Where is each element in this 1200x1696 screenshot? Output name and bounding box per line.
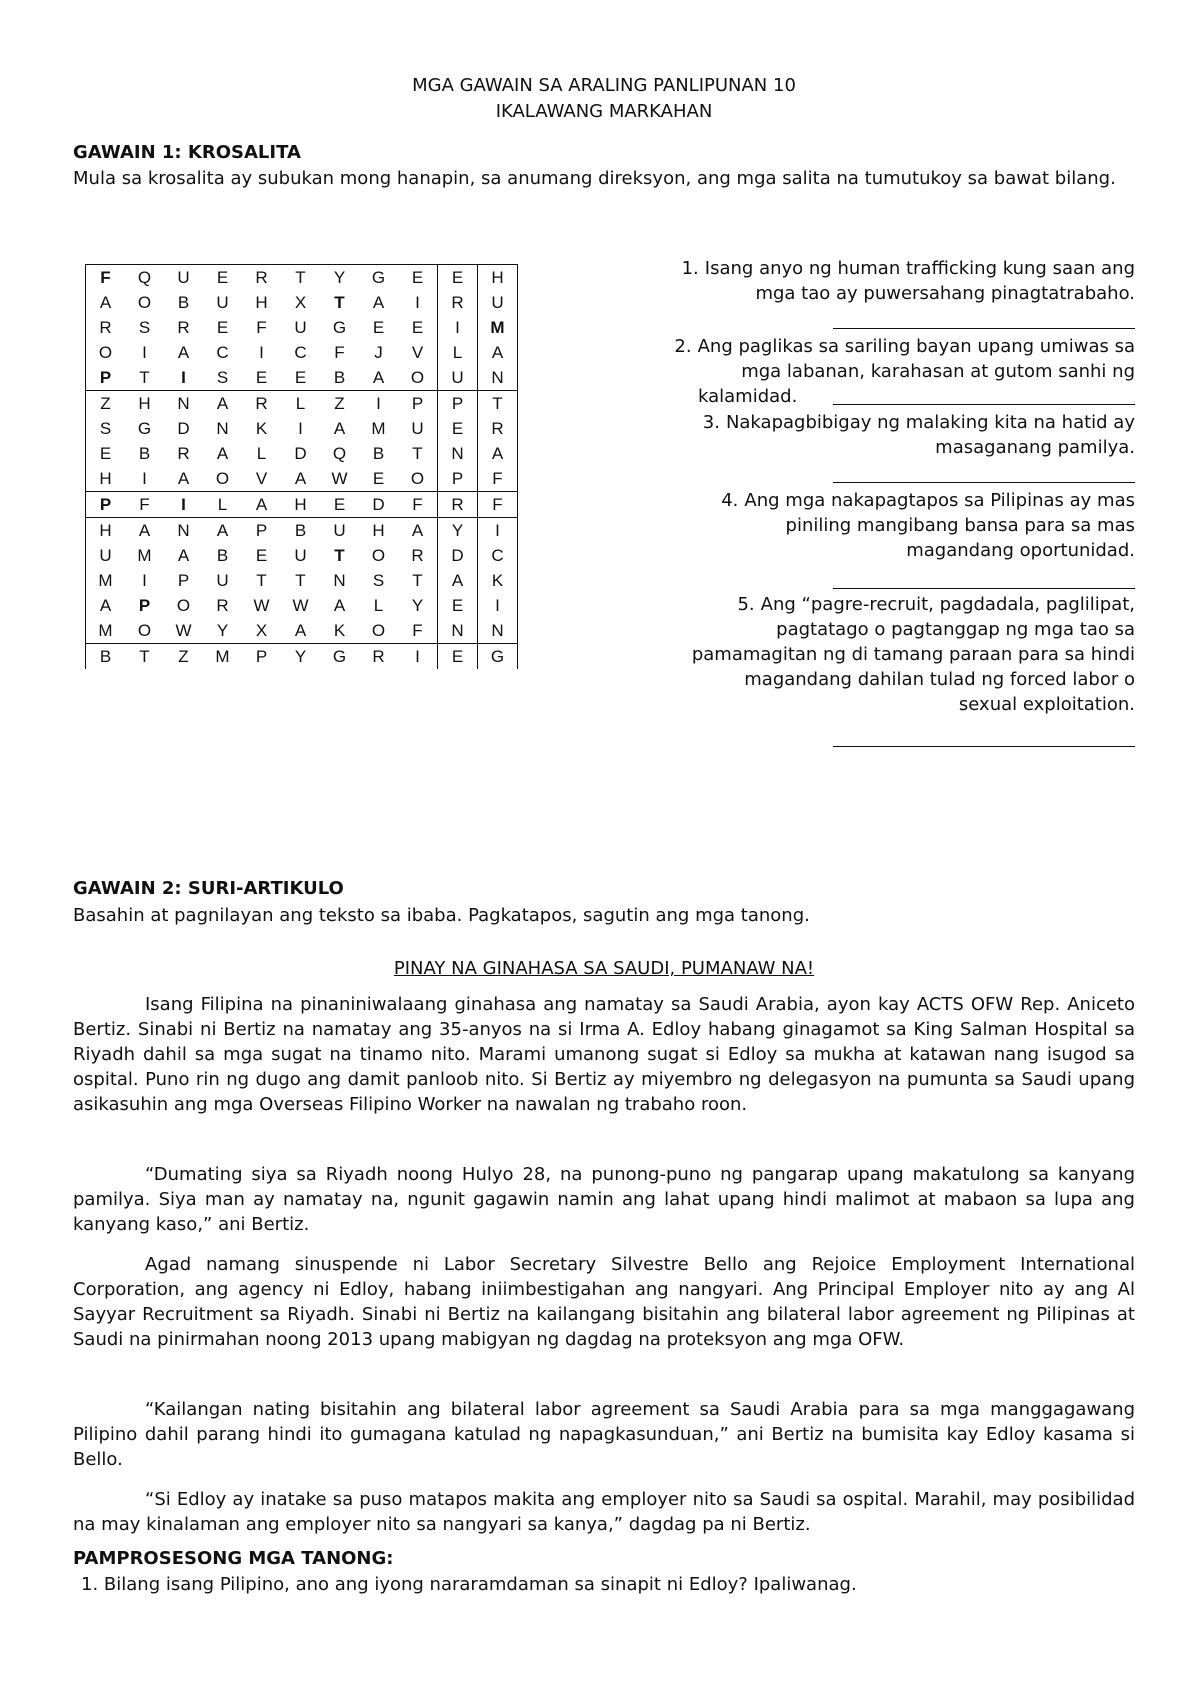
grid-cell[interactable]: I	[142, 342, 147, 362]
item-line: Ang mga nakapagtapos sa Pilipinas ay mas	[744, 490, 1135, 511]
grid-cell[interactable]: P	[398, 391, 438, 417]
grid-cell[interactable]: M	[86, 618, 126, 644]
grid-cell[interactable]: W	[292, 595, 309, 615]
grid-cell[interactable]: R	[177, 443, 190, 463]
item-number: 4.	[721, 490, 739, 511]
grid-cell[interactable]: T	[334, 292, 345, 312]
grid-cell[interactable]: I	[125, 466, 164, 492]
grid-cell[interactable]: U	[478, 290, 518, 315]
grid-cell[interactable]: C	[216, 342, 229, 362]
grid-row	[86, 593, 518, 618]
grid-cell[interactable]: I	[259, 342, 264, 362]
grid-cell[interactable]: E	[203, 265, 242, 291]
grid-cell[interactable]: U	[333, 520, 346, 540]
item-line: kalamidad.	[698, 386, 798, 407]
grid-cell[interactable]: Y	[294, 646, 307, 666]
grid-cell[interactable]: S	[86, 416, 126, 441]
grid-cell[interactable]: S	[203, 365, 242, 391]
question-1	[81, 1572, 1143, 1597]
article-paragraph-5: “Si Edloy ay inatake sa puso matapos makita ang employer nito sa Saudi sa ospital. Marahil, may posibilidad na may kinalaman ang employer nito sa nangyari sa kanya,” dagdag pa ni Bertiz.	[73, 1489, 1135, 1535]
grid-cell[interactable]: Z	[334, 393, 345, 413]
grid-row	[86, 518, 518, 544]
grid-cell[interactable]: G	[332, 317, 347, 337]
grid-cell[interactable]: C	[294, 342, 307, 362]
grid-cell[interactable]: R	[372, 646, 385, 666]
grid-cell[interactable]: I	[438, 315, 478, 340]
grid-cell[interactable]: G	[332, 646, 347, 666]
grid-cell[interactable]: E	[242, 365, 281, 391]
grid-cell[interactable]: B	[86, 644, 126, 670]
grid-cell[interactable]: A	[333, 418, 346, 438]
grid-row	[86, 568, 518, 593]
grid-cell[interactable]: I	[164, 365, 203, 391]
item-line: piniling mangibang bansa para sa mas	[785, 515, 1135, 536]
grid-cell[interactable]: R	[255, 393, 268, 413]
grid-cell[interactable]: A	[359, 365, 398, 391]
grid-cell[interactable]: R	[177, 317, 190, 337]
grid-cell[interactable]: I	[478, 593, 518, 618]
worksheet-page	[73, 0, 1135, 1696]
gawain1-heading: GAWAIN 1: KROSALITA	[73, 142, 301, 163]
grid-cell[interactable]: E	[216, 317, 229, 337]
grid-cell[interactable]: O	[371, 545, 386, 565]
grid-cell[interactable]: W	[320, 466, 359, 492]
grid-cell[interactable]: H	[86, 518, 126, 544]
grid-cell[interactable]: E	[438, 593, 478, 618]
word-search-grid	[85, 264, 518, 669]
item-number: 5.	[737, 594, 755, 615]
grid-cell[interactable]: B	[177, 292, 190, 312]
answer-blank-1[interactable]	[833, 328, 1135, 329]
article-paragraph-3: Agad namang sinuspende ni Labor Secretary Silvestre Bello ang Rejoice Employment International Corporation, ang agency ni Edloy, habang iniimbestigahan ang nangyari. Ang Principal Employer nito ay ang Al Sayyar Recruitment sa Riyadh. Sinabi ni Bertiz na kailangang bisitahin ang bilateral labor agreement ng Pilipinas at Saudi na pinirmahan noong 2013 upang mabigyan ng dagdag na proteksyon ang mga OFW.	[73, 1254, 1135, 1350]
grid-cell[interactable]: A	[164, 466, 203, 492]
grid-cell[interactable]: O	[86, 340, 126, 365]
grid-cell[interactable]: F	[125, 492, 164, 518]
article-title: PINAY NA GINAHASA SA SAUDI, PUMANAW NA!	[393, 958, 815, 979]
grid-cell[interactable]: A	[398, 518, 438, 544]
grid-cell[interactable]: L	[438, 340, 478, 365]
grid-cell[interactable]: P	[177, 570, 190, 590]
grid-row	[86, 365, 518, 391]
grid-cell[interactable]: A	[216, 520, 229, 540]
grid-cell[interactable]: O	[137, 292, 152, 312]
grid-cell[interactable]: D	[294, 443, 307, 463]
grid-cell[interactable]: D	[438, 543, 478, 568]
worksheet-subtitle: IKALAWANG MARKAHAN	[495, 101, 713, 122]
grid-row	[86, 618, 518, 644]
grid-cell[interactable]: W	[164, 618, 203, 644]
grid-cell[interactable]: A	[216, 393, 229, 413]
grid-cell[interactable]: A	[281, 466, 320, 492]
grid-cell[interactable]: H	[138, 393, 151, 413]
grid-cell[interactable]: N	[438, 618, 478, 644]
answer-blank-4[interactable]	[833, 588, 1135, 589]
grid-cell[interactable]: F	[398, 492, 438, 518]
grid-cell[interactable]: Y	[398, 593, 438, 618]
item-line: Ang “pagre-recruit, pagdadala, paglilipat,	[760, 594, 1135, 615]
grid-cell[interactable]: E	[398, 265, 438, 291]
grid-cell[interactable]: P	[438, 466, 478, 492]
grid-cell[interactable]: P	[86, 365, 126, 391]
grid-cell[interactable]: F	[86, 265, 126, 291]
grid-cell[interactable]: G	[137, 418, 152, 438]
grid-cell[interactable]: U	[294, 545, 307, 565]
grid-cell[interactable]: X	[294, 292, 307, 312]
grid-cell[interactable]: T	[256, 570, 267, 590]
item-line: Nakapagbibigay ng malaking kita na hatid ay	[725, 412, 1135, 433]
grid-row	[86, 492, 518, 518]
grid-cell[interactable]: R	[438, 290, 478, 315]
grid-cell[interactable]: E	[255, 545, 268, 565]
grid-cell[interactable]: H	[255, 292, 268, 312]
item-line: masaganang pamilya.	[935, 437, 1135, 458]
item-number: 1.	[681, 258, 699, 279]
grid-cell[interactable]: A	[478, 340, 518, 365]
grid-row	[86, 265, 518, 291]
grid-cell[interactable]: A	[177, 545, 190, 565]
grid-cell[interactable]: K	[478, 568, 518, 593]
grid-cell[interactable]: N	[333, 570, 346, 590]
grid-cell[interactable]: A	[242, 492, 281, 518]
grid-cell[interactable]: E	[398, 315, 438, 340]
grid-cell[interactable]: P	[86, 492, 126, 518]
grid-cell[interactable]: M	[137, 545, 152, 565]
grid-cell[interactable]: U	[86, 543, 126, 568]
grid-cell[interactable]: A	[478, 441, 518, 466]
item-number: 2.	[674, 336, 692, 357]
grid-cell[interactable]: P	[138, 595, 151, 615]
question-text: Bilang isang Pilipino, ano ang iyong nararamdaman sa sinapit ni Edloy? Ipaliwanag.	[103, 1574, 857, 1595]
grid-cell[interactable]: E	[359, 466, 398, 492]
grid-cell[interactable]: E	[438, 416, 478, 441]
grid-cell[interactable]: K	[255, 418, 268, 438]
grid-cell[interactable]: R	[86, 315, 126, 340]
item-line: Isang anyo ng human trafficking kung saan ang	[704, 258, 1135, 279]
grid-cell[interactable]: O	[125, 618, 164, 644]
grid-cell[interactable]: C	[478, 543, 518, 568]
grid-cell[interactable]: N	[478, 618, 518, 644]
grid-cell[interactable]: Q	[332, 443, 347, 463]
grid-cell[interactable]: Z	[178, 646, 189, 666]
grid-cell[interactable]: U	[164, 265, 203, 291]
grid-row	[86, 340, 518, 365]
grid-cell[interactable]: Q	[125, 265, 164, 291]
grid-cell[interactable]: R	[242, 265, 281, 291]
grid-row	[86, 543, 518, 568]
grid-cell[interactable]: R	[398, 543, 438, 568]
grid-cell[interactable]: U	[216, 570, 229, 590]
grid-row	[86, 290, 518, 315]
grid-cell[interactable]: S	[138, 317, 151, 337]
answer-blank-5[interactable]	[833, 746, 1135, 747]
grid-cell[interactable]: O	[176, 595, 191, 615]
item-line: pagtatago o pagtanggap ng mga tao sa	[776, 619, 1135, 640]
grid-cell[interactable]: I	[376, 393, 381, 413]
grid-cell[interactable]: F	[478, 466, 518, 492]
grid-cell[interactable]: A	[86, 593, 126, 618]
grid-cell[interactable]: H	[281, 492, 320, 518]
grid-cell[interactable]: L	[256, 443, 267, 463]
grid-cell[interactable]: H	[86, 466, 126, 492]
grid-cell[interactable]: S	[372, 570, 385, 590]
grid-cell[interactable]: O	[398, 365, 438, 391]
grid-cell[interactable]: A	[438, 568, 478, 593]
grid-cell[interactable]: T	[295, 570, 306, 590]
questions-heading: PAMPROSESONG MGA TANONG:	[73, 1548, 394, 1569]
grid-row	[86, 315, 518, 340]
grid-cell[interactable]: D	[359, 492, 398, 518]
grid-cell[interactable]: L	[203, 492, 242, 518]
grid-row	[86, 391, 518, 417]
grid-cell[interactable]: A	[281, 618, 320, 644]
item-line: Ang paglikas sa sariling bayan upang umiwas sa	[697, 336, 1135, 357]
grid-cell[interactable]: E	[86, 441, 126, 466]
grid-cell[interactable]: I	[478, 518, 518, 544]
grid-cell[interactable]: A	[177, 342, 190, 362]
grid-cell[interactable]: M	[371, 418, 386, 438]
grid-cell[interactable]: Z	[86, 391, 126, 417]
item-line: magandang dahilan tulad ng forced labor o	[744, 669, 1135, 690]
grid-cell[interactable]: T	[334, 545, 345, 565]
grid-cell[interactable]: O	[203, 466, 242, 492]
grid-cell[interactable]: A	[138, 520, 151, 540]
gawain1-instructions: Mula sa krosalita ay subukan mong hanapin, sa anumang direksyon, ang mga salita na tumutukoy sa bawat bilang.	[73, 168, 1116, 189]
grid-cell[interactable]: N	[177, 520, 190, 540]
grid-cell[interactable]: U	[294, 317, 307, 337]
grid-cell[interactable]: G	[478, 644, 518, 670]
item-number: 3.	[702, 412, 720, 433]
grid-cell[interactable]: I	[398, 644, 438, 670]
grid-cell[interactable]: P	[255, 646, 268, 666]
grid-cell[interactable]: U	[216, 292, 229, 312]
grid-cell[interactable]: I	[298, 418, 303, 438]
krosalita-item-2	[605, 334, 1135, 409]
answer-blank-3[interactable]	[833, 482, 1135, 483]
krosalita-item-4	[605, 488, 1135, 563]
grid-cell[interactable]: U	[438, 365, 478, 391]
grid-cell[interactable]: A	[86, 290, 126, 315]
grid-cell[interactable]: E	[281, 365, 320, 391]
grid-cell[interactable]: I	[142, 570, 147, 590]
grid-cell[interactable]: F	[398, 618, 438, 644]
grid-cell[interactable]: I	[398, 290, 438, 315]
grid-cell[interactable]: F	[334, 342, 345, 362]
item-line: magandang oportunidad.	[906, 540, 1135, 561]
grid-cell[interactable]: B	[294, 520, 307, 540]
grid-cell[interactable]: E	[438, 265, 478, 291]
grid-cell[interactable]: G	[359, 265, 398, 291]
grid-cell[interactable]: P	[255, 520, 268, 540]
grid-cell[interactable]: V	[242, 466, 281, 492]
grid-cell[interactable]: O	[359, 618, 398, 644]
grid-cell[interactable]: N	[216, 418, 229, 438]
grid-cell[interactable]: F	[256, 317, 267, 337]
grid-cell[interactable]: M	[215, 646, 230, 666]
article-paragraph-1: Isang Filipina na pinaniniwalaang ginahasa ang namatay sa Saudi Arabia, ayon kay ACTS OFW Rep. Aniceto Bertiz. Sinabi ni Bertiz na namatay ang 35-anyos na si Irma A. Edloy habang ginagamot sa King Salman Hospital sa Riyadh dahil sa mga sugat na tinamo nito. Marami umanong sugat si Edloy sa mukha at katawan nang isugod sa ospital. Puno rin ng dugo ang damit panloob nito. Si Bertiz ay miyembro ng delegasyon na pumunta sa Saudi upang asikasuhin ang mga Overseas Filipino Worker na nawalan ng trabaho roon.	[73, 994, 1135, 1115]
grid-cell[interactable]: T	[398, 568, 438, 593]
grid-cell[interactable]: B	[138, 443, 151, 463]
article-paragraph-4: “Kailangan nating bisitahin ang bilateral labor agreement sa Saudi Arabia para sa mga manggagawang Pilipino dahil parang hindi ito gumagana katulad ng napagkasunduan,” ani Bertiz na bumisita kay Edloy kasama si Bello.	[73, 1399, 1135, 1470]
question-number: 1.	[81, 1574, 99, 1595]
gawain2-heading: GAWAIN 2: SURI-ARTIKULO	[73, 878, 344, 899]
grid-cell[interactable]: N	[177, 393, 190, 413]
grid-cell[interactable]: T	[125, 365, 164, 391]
krosalita-item-5	[605, 592, 1135, 717]
grid-cell[interactable]: R	[216, 595, 229, 615]
item-line: sexual exploitation.	[958, 694, 1135, 715]
grid-cell[interactable]: E	[372, 317, 385, 337]
grid-cell[interactable]: E	[320, 492, 359, 518]
grid-cell[interactable]: Y	[203, 618, 242, 644]
grid-cell[interactable]: T	[281, 265, 320, 291]
grid-cell[interactable]: N	[438, 441, 478, 466]
grid-cell[interactable]: W	[253, 595, 270, 615]
item-line: pamamagitan ng di tamang paraan para sa hindi	[691, 644, 1135, 665]
grid-cell[interactable]: P	[438, 391, 478, 417]
grid-cell[interactable]: H	[372, 520, 385, 540]
grid-cell[interactable]: U	[398, 416, 438, 441]
grid-cell[interactable]: T	[398, 441, 438, 466]
grid-cell[interactable]: B	[216, 545, 229, 565]
worksheet-title: MGA GAWAIN SA ARALING PANLIPUNAN 10	[412, 75, 796, 96]
grid-cell[interactable]: D	[177, 418, 190, 438]
grid-cell[interactable]: A	[333, 595, 346, 615]
grid-cell[interactable]: Y	[320, 265, 359, 291]
item-line: mga labanan, karahasan at gutom sanhi ng	[741, 361, 1135, 382]
grid-cell[interactable]: O	[398, 466, 438, 492]
grid-cell[interactable]: F	[478, 492, 518, 518]
grid-cell[interactable]: L	[295, 393, 306, 413]
grid-cell[interactable]: T	[139, 646, 150, 666]
grid-cell[interactable]: B	[372, 443, 385, 463]
grid-row	[86, 441, 518, 466]
answer-blank-2[interactable]	[833, 404, 1135, 405]
grid-cell[interactable]: B	[320, 365, 359, 391]
krosalita-item-3	[605, 410, 1135, 460]
grid-cell[interactable]: N	[478, 365, 518, 391]
grid-cell[interactable]: J	[374, 342, 383, 362]
grid-cell[interactable]: A	[216, 443, 229, 463]
grid-cell[interactable]: E	[438, 644, 478, 670]
grid-row	[86, 416, 518, 441]
grid-cell[interactable]: V	[398, 340, 438, 365]
grid-row	[86, 644, 518, 670]
grid-cell[interactable]: I	[164, 492, 203, 518]
grid-row	[86, 466, 518, 492]
grid-cell[interactable]: T	[478, 391, 518, 417]
item-line: mga tao ay puwersahang pinagtatrabaho.	[755, 283, 1135, 304]
grid-cell[interactable]: Y	[438, 518, 478, 544]
grid-cell[interactable]: R	[478, 416, 518, 441]
grid-cell[interactable]: H	[478, 265, 518, 291]
krosalita-item-1	[605, 256, 1135, 306]
gawain2-instructions: Basahin at pagnilayan ang teksto sa ibaba. Pagkatapos, sagutin ang mga tanong.	[73, 905, 810, 926]
grid-cell[interactable]: A	[372, 292, 385, 312]
grid-cell[interactable]: X	[242, 618, 281, 644]
grid-cell[interactable]: M	[478, 315, 518, 340]
grid-cell[interactable]: K	[320, 618, 359, 644]
grid-cell[interactable]: L	[373, 595, 384, 615]
grid-cell[interactable]: M	[86, 568, 126, 593]
article-paragraph-2: “Dumating siya sa Riyadh noong Hulyo 28, na punong-puno ng pangarap upang makatulong sa kanyang pamilya. Siya man ay namatay na, ngunit gagawin namin ang lahat upang hindi malimot at mabaon sa lupa ang kanyang kaso,” ani Bertiz.	[73, 1164, 1135, 1235]
grid-cell[interactable]: R	[438, 492, 478, 518]
